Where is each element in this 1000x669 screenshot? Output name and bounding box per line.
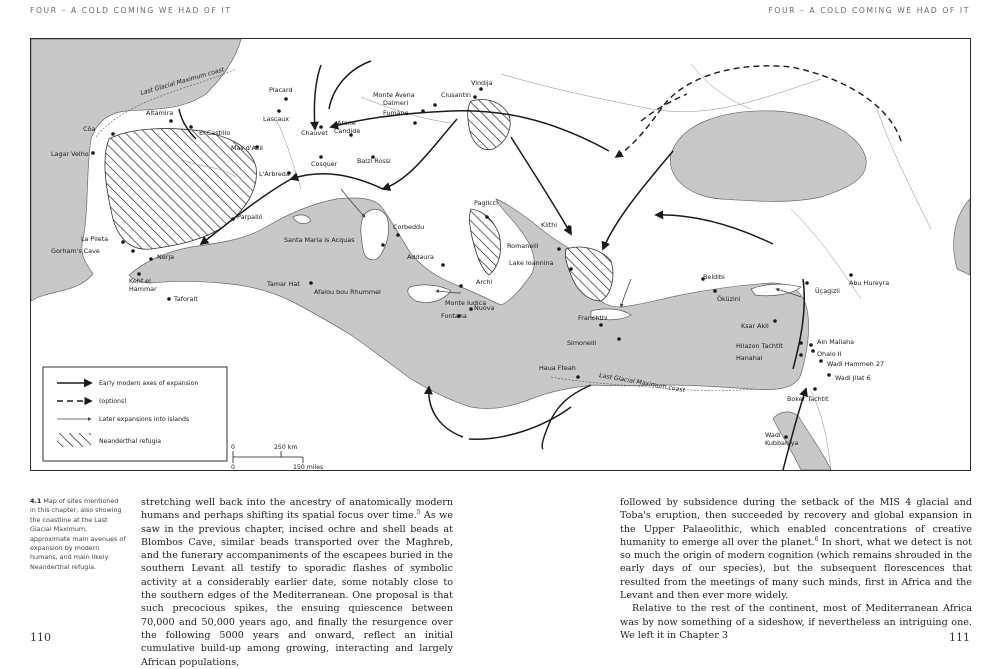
site-label-fumane: Fumane bbox=[383, 109, 409, 117]
caption-number: 4.1 bbox=[30, 497, 42, 505]
site-label-monte-avena: Monte Avena bbox=[373, 91, 415, 99]
running-head-right: FOUR – A COLD COMING WE HAD OF IT bbox=[768, 6, 970, 15]
site-label-wadi-jilat: Wadi Jilat 6 bbox=[835, 374, 871, 382]
scale-mi-value: 150 miles bbox=[293, 464, 324, 470]
site-label-candide: Candide bbox=[334, 127, 361, 135]
site-label-addaura: Addaura bbox=[407, 253, 434, 261]
site-label-santa-maria: Santa Maria is Acquas bbox=[284, 236, 355, 244]
site-label-ucagizli: Üçagizli bbox=[815, 287, 840, 295]
site-label-romanelli: Romanelli bbox=[507, 242, 539, 250]
lgm-coast-label-west: Last Glacial Maximum coast bbox=[139, 66, 226, 97]
site-label-vindija: Vindija bbox=[471, 79, 493, 87]
footnote-ref: 5 bbox=[416, 509, 421, 517]
body-paragraph bbox=[620, 496, 972, 602]
site-label-boker-tachtit: Boker Tachtit bbox=[787, 395, 829, 403]
site-label-cosquer: Cosquer bbox=[311, 160, 338, 168]
caption-text: Map of sites mentioned in this chapter, also showing the coastline at the Last Glacial Maximum, approximate main avenues of expansion by modern humans, and main likely Neanderthal refugia. bbox=[30, 497, 126, 571]
site-label-balzi-rossi: Balzi Rossi bbox=[357, 157, 391, 165]
site-label-nerja: Nerja bbox=[157, 253, 175, 261]
site-label-tamar-hat: Tamar Hat bbox=[267, 280, 300, 288]
site-label-ohalo: Ohalo II bbox=[817, 350, 842, 358]
site-label-chauvet: Chauvet bbox=[301, 129, 328, 137]
lgm-coast-label-east: Last Glacial Maximum coast bbox=[598, 372, 686, 395]
site-label-nuova: Nuova bbox=[474, 304, 495, 312]
scale-km-zero: 0 bbox=[231, 444, 235, 451]
site-label-hilazon: Hilazon Tachtit bbox=[736, 342, 783, 350]
body-column-left bbox=[141, 496, 453, 669]
site-label-haua-fteah: Haua Fteah bbox=[539, 364, 576, 372]
site-label-kubbaniya: Kubbaniya bbox=[765, 439, 799, 447]
site-label-arene: Arene bbox=[337, 119, 356, 127]
site-label-hammar: Hammar bbox=[129, 285, 157, 293]
site-label-clusantin: Clusantin bbox=[441, 91, 471, 99]
body-text: stretching well back into the ancestry of anatomically modern humans and perhaps shifting its spatial focus over time. bbox=[141, 497, 453, 522]
scale-km-value: 250 km bbox=[274, 444, 298, 451]
body-paragraph bbox=[141, 496, 453, 669]
site-label-coa: Côa bbox=[83, 125, 96, 133]
site-label-ain-mallaha: Ain Mallaha bbox=[817, 338, 855, 346]
site-label-parpallo: Parpalló bbox=[237, 213, 263, 221]
page-number-left: 110 bbox=[30, 631, 51, 644]
site-label-placard: Placard bbox=[269, 86, 293, 94]
site-label-la-pileta: La Pileta bbox=[81, 235, 109, 243]
site-label-hanahal: Hanahal bbox=[736, 354, 763, 362]
body-paragraph: Relative to the rest of the continent, most of Mediterranean Africa was by now something of a sideshow, if nevertheless an intriguing one. We left it in Chapter 3 bbox=[620, 603, 972, 641]
site-label-franchthi: Franchthi bbox=[578, 314, 608, 322]
site-label-monte-iudica: Monte Iudica bbox=[445, 299, 487, 307]
site-label-okuzini: Öküzini bbox=[717, 295, 741, 303]
site-label-wadi: Wadi bbox=[765, 431, 781, 439]
site-label-ksar-akil: Ksar Akil bbox=[741, 322, 769, 330]
site-label-paglicci: Paglicci bbox=[474, 199, 498, 207]
site-label-el-castillo: El Castillo bbox=[199, 129, 231, 137]
legend-hatch-label: Neanderthal refugia bbox=[99, 438, 162, 445]
body-text: followed by subsidence during the setback of the MIS 4 glacial and Toba's eruption, then succeeded by recovery and global expansion in the Upper Palaeolithic, which enabled concentrations of creative humanity to emerge all over the planet. bbox=[620, 497, 972, 548]
footnote-ref: 6 bbox=[814, 535, 819, 543]
site-label-dalmeri: Dalmeri bbox=[383, 99, 409, 107]
scale-bar bbox=[231, 444, 323, 470]
site-label-corbeddu: Corbeddu bbox=[393, 223, 425, 231]
legend-dashed-label: (options) bbox=[99, 398, 127, 405]
site-label-lake-ioannina: Lake Ioannina bbox=[509, 259, 554, 267]
site-label-simonelli: Simonelli bbox=[567, 339, 597, 347]
site-label-afalou: Afalou bou Rhummel bbox=[314, 288, 381, 296]
legend-solid-label: Early modern axes of expansion bbox=[99, 380, 199, 387]
site-label-lagar-velho: Lagar Velho bbox=[51, 150, 89, 158]
site-label-lascaux: Lascaux bbox=[263, 115, 290, 123]
site-label-wadi-hammeh: Wadi Hammeh 27 bbox=[827, 360, 885, 368]
body-column-right bbox=[620, 496, 972, 642]
map-figure bbox=[30, 38, 971, 471]
legend-thin-label: Later expansions into islands bbox=[99, 416, 190, 423]
site-label-taforalt: Taforalt bbox=[174, 295, 198, 303]
body-text: In short, what we detect is not so much the origin of modern cognition (which remains shrouded in the early days of our species), but the subsequent florescences that resulted from the meetings of many such minds, first in Africa and the Levant and then ever more widely. bbox=[620, 536, 972, 602]
site-label-mas-dazil: Mas d'Azil bbox=[231, 144, 263, 152]
site-label-archi: Archi bbox=[476, 278, 493, 286]
map-legend bbox=[43, 367, 227, 461]
site-label-beldibi: Beldibi bbox=[703, 273, 725, 281]
figure-caption bbox=[30, 497, 126, 572]
page-number-right: 111 bbox=[949, 631, 970, 644]
site-label-larbreda: L'Arbreda bbox=[259, 170, 290, 178]
site-label-gorhams-cave: Gorham's Cave bbox=[51, 247, 100, 255]
site-label-klithi: Klithi bbox=[541, 221, 558, 229]
site-label-altamira: Altamira bbox=[146, 109, 174, 117]
site-label-fontana: Fontana bbox=[441, 312, 467, 320]
site-label-abu-hureyra: Abu Hureyra bbox=[849, 279, 890, 287]
scale-mi-zero: 0 bbox=[231, 464, 235, 470]
running-head-left: FOUR – A COLD COMING WE HAD OF IT bbox=[30, 6, 232, 15]
site-label-kehf: Kehf el bbox=[129, 277, 151, 285]
body-text: As we saw in the previous chapter, incised ochre and shell beads at Blombos Cave, similar beads transported over the Maghreb, and the funerary accompaniments of the escapees buried in the southern Levant all testify to sporadic flashes of symbolic activity at a considerably earlier date, some notably close to the southern edges of the Mediterranean. One proposal is that such precocious spikes, the ensuing quiescence between 70,000 and 50,000 years ago, and finally the resurgence over the following 5000 years and onward, reflect an initial cumulative build-up among growing, interacting and largely African populations, bbox=[141, 510, 454, 668]
